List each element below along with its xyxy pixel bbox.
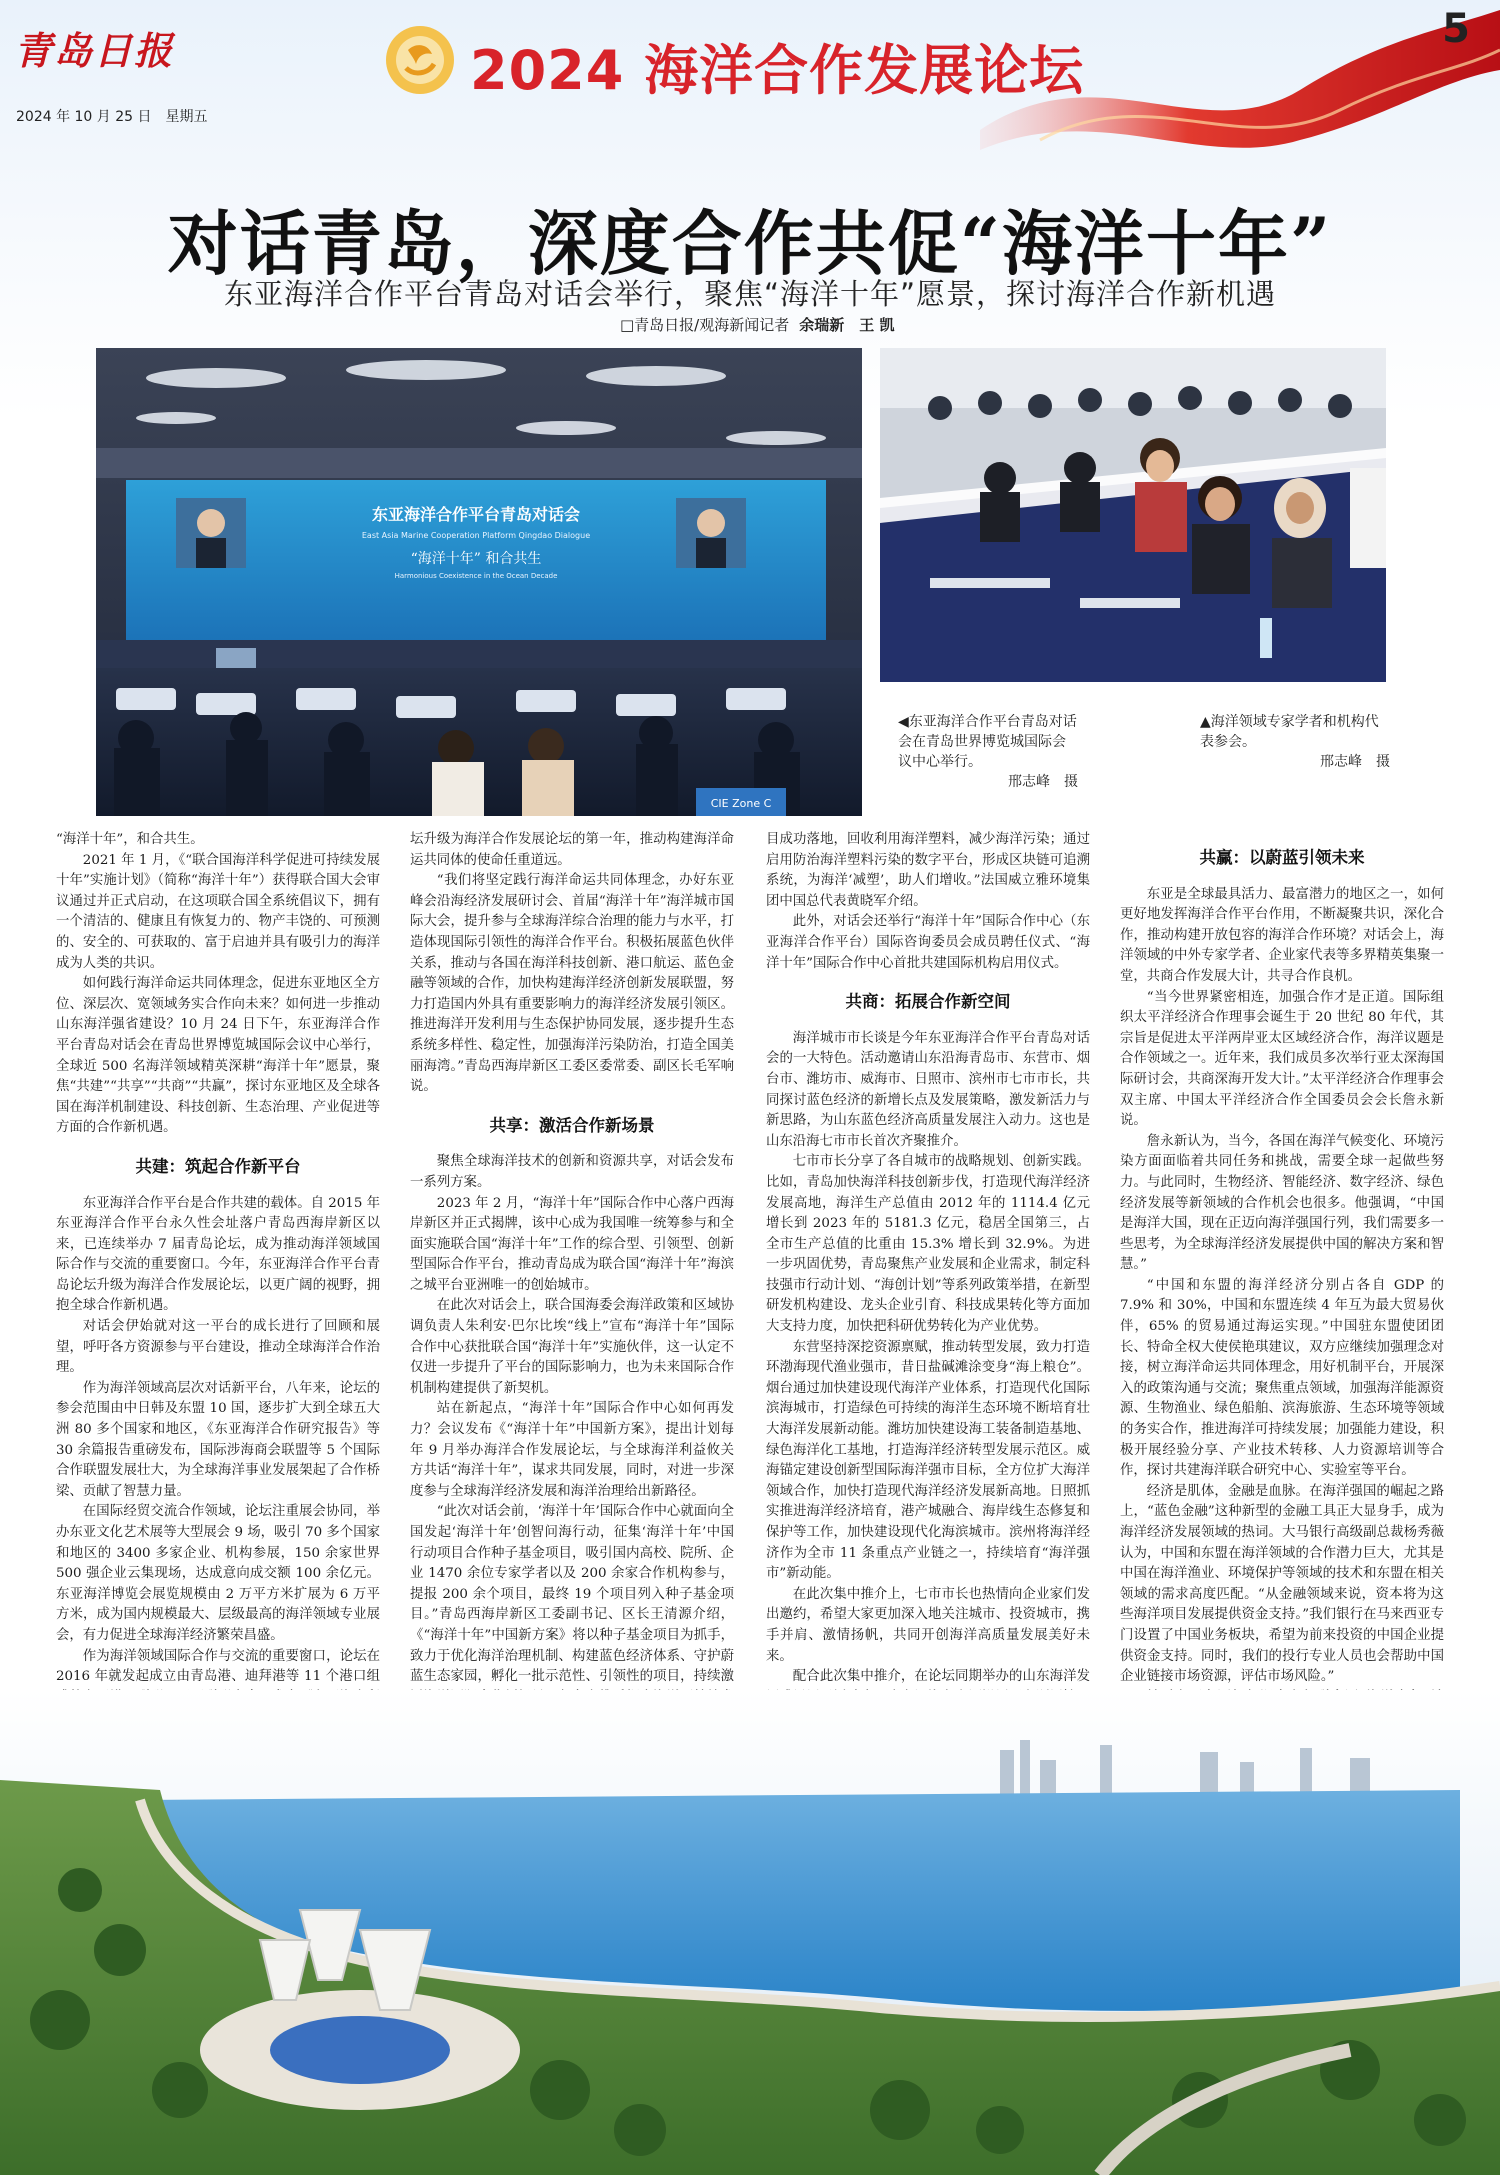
zone-sign: CIE Zone C xyxy=(710,797,772,810)
byline-authors: 余瑞新 王 凯 xyxy=(799,316,895,334)
article-paragraph: 作为海洋领域国际合作与交流的重要窗口，论坛在 2016 年就发起成立由青岛港、迪拜港等 11 个港口组 xyxy=(56,1648,380,1685)
forum-emblem-icon xyxy=(380,20,460,100)
article-paragraph: 经济是肌体，金融是血脉。在海洋强国的崛起之路上，“蓝色金融”这种新型的金融工具正大显身手，成为海洋经济发展领域的热词。大马银行高级副总裁杨秀薇认为，中国和东盟在海洋领域的合作潜力巨大，尤其是中国在海洋渔业、环境保护等领域的技术和东盟在相关领域的需求高度匹配。“从金融领域来说，资本将为这些海洋项目发展提供资金支持。”我们银行在马来西亚专门设置了中国业务板块，希望为前来投资的中国企业提供资金支持。同时，我们的投行专业人员也会帮助中国企业链接市场资源，评估市场风险。” xyxy=(1120,1483,1444,1685)
caption-right-text: ▲海洋领域专家学者和机构代表参会。 xyxy=(1200,714,1379,750)
screen-slogan: “海洋十年” 和合共生 xyxy=(410,551,542,567)
article-paragraph: 东营坚持深挖资源禀赋，推动转型发展，致力打造环渤海现代渔业强市，昔日盐碱滩涂变身“海上粮仓”。烟台通过加快建设现代海洋产业体系，打造现代化国际滨海城市，打造绿色可持续的海洋生态环境不断培育壮大海洋发展新动能。潍坊加快建设海工装备制造基地、绿色海洋化工基地，打造海洋经济转型发展示范区。威海锚定建设创新型国际海洋强市目标，全方位扩大海洋领域合作，加快打造现代海洋经济发展新高地。日照抓实推进海洋经济培育，港产城融合、海岸线生态修复和保护等工作，加快建设现代化海滨城市。滨州将海洋经济作为全市 11 条重点产业链之一，持续培育“海洋强市”新动能。 xyxy=(766,1339,1090,1582)
headline: 对话青岛，深度合作共促“海洋十年” xyxy=(167,202,1333,285)
issue-date: 2024 年 10 月 25 日 星期五 xyxy=(16,109,208,125)
article-paragraph: “此次对话会前，‘海洋十年’国际合作中心就面向全国发起‘海洋十年’创智问海行动，征集‘海洋十年’中国行动项目合作种子基金项目，吸引国内高校、院所、企业 1470 余位专家学者以及 200 余家合作机构参与，提报 200 余个项目，最终 19 个项目列入种子基金项目。”青岛西海岸新区工委副书记、区长王清源介绍，《“海洋十年”中国新方案》将以种子基金项目为抓手，致力于优化海洋治理机制、构建蓝色经济体系、守护蔚蓝生态家园，孵化一批示范性、引领性的项目，持续激 xyxy=(410,1504,734,1685)
photo-delegates xyxy=(880,348,1386,682)
article-paragraph: 在国际经贸交流合作领域，论坛注重展会协同，举办东亚文化艺术展等大型展会 9 场，吸引 70 多个国家和地区的 3400 多家企业、机构参展，150 余家世界 500 强企业云集现场，达成意向成交额 100 余亿元。东亚海洋博览会展览规模由 2 万平方米扩展为 6 万平方米，成为国内规模最大、层级最高的海洋领域专业展会，有力促进全球海洋经济繁荣昌盛。 xyxy=(56,1504,380,1643)
byline xyxy=(620,314,894,335)
article-paragraph: 在此次对话会上，联合国海委会海洋政策和区域协调负责人朱利安·巴尔比埃“线上”宣布“海洋十年”国际合作中心获批联合国“海洋十年”实施伙伴，这一认定不仅进一步提升了平台的国际影响力，也为未来国际合作机制构建提供了新契机。 xyxy=(410,1298,734,1396)
article-paragraph: “我们将坚定践行海洋命运共同体理念，办好东亚峰会沿海经济发展研讨会、首届“海洋十年”海洋城市国际大会，提升参与全球海洋综合治理的能力与水平，打造体现国际引领性的海洋合作平台。积极拓展蓝色伙伴关系，推动与各国在海洋科技创新、港口航运、蓝色金融等领域的合作，加快构建海洋经济创新发展联盟，努力打造国内外具有重要影响力的海洋经济发展引领区。推进海洋开发利用与生态保护协同发展，逐步提升生态系统多样性、稳定性，加强海洋污染防治，打造全国美丽海湾。”青岛西海岸新区工委区委常委、副区长毛军响说。 xyxy=(410,873,734,1095)
article-paragraph: 海洋城市市长谈是今年东亚海洋合作平台青岛对话会的一大特色。活动邀请山东沿海青岛市、东营市、烟台市、潍坊市、威海市、日照市、滨州市七市市长，共同探讨蓝色经济的新增长点及发展策略，激发新活力与新思路，为山东蓝色经济高质量发展注入动力。这也是山东沿海七市市长首次齐聚推介。 xyxy=(766,1030,1090,1149)
section-heading: 共享：激活合作新场景 xyxy=(489,1115,655,1135)
article-paragraph: 坛升级为海洋合作发展论坛的第一年，推动构建海洋命运共同体的使命任重道远。 xyxy=(410,832,734,868)
article-paragraph: 七市市长分享了各自城市的战略规划、创新实践。比如，青岛加快海洋科技创新步伐，打造现代海洋经济发展高地，海洋生产总值由 2012 年的 1114.4 亿元增长到 2023 年的 5181.3 亿元，稳居全国第三，占全市生产总值的比重由 15.3% 增长到 32.9%。为进一步巩固优势，青岛聚焦产业发展和企业需求，制定科技强市行动计划、“海创计划”等系列政策举措，在新型研发机构建设、龙头企业引育、科技成果转化等方面加大支持力度，加快把科研优势转化为产业优势。 xyxy=(766,1154,1090,1335)
photo-caption-left xyxy=(898,712,1078,792)
article-paragraph: 站在新起点，“海洋十年”国际合作中心如何再发力？会议发布《“海洋十年”中国新方案》，提出计划每年 9 月举办海洋合作发展论坛，与全球海洋利益攸关方共话“海洋十年”，谋求共同发展，同时，对进一步深度参与全球海洋经济发展和海洋治理给出新路径。 xyxy=(410,1401,734,1499)
article-paragraph: 2023 年 2 月，“海洋十年”国际合作中心落户西海岸新区并正式揭牌，该中心成为我国唯一统筹参与和全面实施联合国“海洋十年”工作的综合型、引领型、创新型国际合作平台，推动青岛成为联合国“海洋十年”海滨之城平台亚洲唯一的创始城市。 xyxy=(410,1195,734,1293)
byline-prefix: □青岛日报/观海新闻记者 xyxy=(620,316,790,334)
article-paragraph: “当今世界紧密相连，加强合作才是正道。国际组织太平洋经济合作理事会诞生于 20 世纪 80 年代，其宗旨是促进太平洋两岸亚太区域经济合作，海洋议题是合作领域之一。近年来，我们成员多次举行亚太深海国际研讨会，共商深海开发大计。”太平洋经济合作理事会双主席、中国太平洋经济合作全国委员会会长詹永新说。 xyxy=(1120,989,1444,1129)
article-paragraph: 目成功落地，回收利用海洋塑料，减少海洋污染；通过启用防治海洋塑料污染的数字平台，形成区块链可追溯系统，为海洋‘减塑’，助人们增收。”法国威立雅环境集团中国总代表黄晓军介绍。 xyxy=(766,832,1090,909)
screen-subtitle: East Asia Marine Cooperation Platform Qingdao Dialogue xyxy=(361,531,591,540)
article-paragraph: “海洋十年”，和合共生。 xyxy=(56,832,204,847)
subheadline: 东亚海洋合作平台青岛对话会举行，聚焦“海洋十年”愿景，探讨海洋合作新机遇 xyxy=(223,277,1277,311)
section-heading: 共商：拓展合作新空间 xyxy=(845,992,1011,1012)
article-paragraph: 2021 年 1 月，《“联合国海洋科学促进可持续发展十年”实施计划》（简称“海洋十年”）获得联合国大会审议通过并正式启动，在这项联合国全系统倡议下，拥有一个清洁的、健康且有恢复力的、物产丰饶的、可预测的、安全的、可获取的、富于启迪并具有吸引力的海洋成为人类的共识。 xyxy=(56,852,380,971)
article-paragraph: 在此次集中推介上，七市市长也热情向企业家们发出邀约，希望大家更加深入地关注城市、投资城市，携手并肩、激情扬帆，共同开创海洋高质量发展美好未来。 xyxy=(766,1586,1090,1664)
caption-left-text: ◀东亚海洋合作平台青岛对话会在青岛世界博览城国际会议中心举行。 xyxy=(898,714,1077,770)
caption-left-credit: 邢志峰 摄 xyxy=(1008,774,1078,790)
section-heading: 共赢：以蔚蓝引领未来 xyxy=(1199,848,1365,867)
article-paragraph: 如何践行海洋命运共同体理念，促进东亚地区全方位、深层次、宽领域务实合作向未来？如何进一步推动山东海洋强省建设？10 月 24 日下午，东亚海洋合作平台青岛对话会在青岛世界博览城国际会议中心举行，全球近 500 名海洋领域精英深耕“海洋十年”愿景，聚焦“共建”“共享”“共商”“共赢”，探讨东亚地区及全球各国在海洋机制建设、科技创新、生态治理、产业促进等方面的合作新机遇。 xyxy=(56,976,380,1136)
caption-right-credit: 邢志峰 摄 xyxy=(1320,754,1390,770)
masthead-logo: 青岛日报 xyxy=(14,28,175,73)
article-paragraph: 东亚海洋合作平台是合作共建的载体。自 2015 年东亚海洋合作平台永久性会址落户青岛西海岸新区以来，已连续举办 7 届青岛论坛，成为推动海洋领域国际合作与交流的重要窗口。今年，东亚海洋合作平台青岛论坛升级为海洋合作发展论坛，以更广阔的视野，拥抱全球合作新机遇。 xyxy=(56,1195,380,1314)
page-number: 5 xyxy=(1442,6,1470,52)
screen-title: 东亚海洋合作平台青岛对话会 xyxy=(371,505,581,524)
article-paragraph: 配合此次集中推介，在论坛同期举办的山东海洋发 xyxy=(792,1669,1090,1685)
section-heading: 共建：筑起合作新平台 xyxy=(135,1156,301,1176)
forum-title: 2024 海洋合作发展论坛 xyxy=(470,39,1085,102)
article-paragraph: 对话会伊始就对这一平台的成长进行了回顾和展望，呼吁各方资源参与平台建设，推动全球海洋合作治理。 xyxy=(56,1319,380,1376)
article-paragraph: 作为海洋领域高层次对话新平台，八年来，论坛的参会范围由中日韩及东盟 10 国，逐步扩大到全球五大洲 80 多个国家和地区，《东亚海洋合作研究报告》等 30 余篇报告重磅发布，国际涉海商会联盟等 5 个国际合作联盟发展壮大，为全球海洋事业发展架起了合作桥梁、贡献了智慧力量。 xyxy=(56,1380,380,1499)
article-paragraph: 东亚是全球最具活力、最富潜力的地区之一，如何更好地发挥海洋合作平台作用，不断凝聚共识，深化合作，推动构建开放包容的海洋合作环境？对话会上，海洋领域的中外专家学者、企业家代表等多界精英集聚一堂，共商合作发展大计，共寻合作良机。 xyxy=(1120,886,1444,984)
photo-conference-hall xyxy=(96,348,862,816)
article-paragraph: 聚焦全球海洋技术的创新和资源共享，对话会发布一系列方案。 xyxy=(410,1154,734,1190)
photo-caption-right xyxy=(1200,712,1390,772)
article-paragraph: 詹永新认为，当今，各国在海洋气候变化、环境污染方面面临着共同任务和挑战，需要全球一起做些努力。与此同时，生物经济、智能经济、数字经济、绿色经济发展等新领域的合作机会也很多。他强调，“中国是海洋大国，现在正迈向海洋强国行列，我们需要多一些思考，为全球海洋经济发展提供中国的解决方案和智慧。” xyxy=(1120,1133,1444,1273)
screen-tagline: Harmonious Coexistence in the Ocean Decade xyxy=(394,572,558,580)
photo-coastal-panorama xyxy=(0,1690,1500,2175)
article-paragraph: 此外，对话会还举行“海洋十年”国际合作中心（东亚海洋合作平台）国际咨询委员会成员聘任仪式、“海洋十年”国际合作中心首批共建国际机构启用仪式。 xyxy=(766,914,1090,971)
article-paragraph: “中国和东盟的海洋经济分别占各自 GDP 的 7.9% 和 30%，中国和东盟连续 4 年互为最大贸易伙伴，65% 的贸易通过海运实现。”中国驻东盟使团团长、特命全权大使侯艳琪建议，双方应继续加强理念对接，树立海洋命运共同体理念，用好机制平台，开展深入的政策沟通与交流；聚焦重点领域，加强海洋能源资源、生物渔业、绿色船舶、滨海旅游、生态环境等领域的务实合作，推进海洋可持续发展；加强能力建设，积极开展经验分享、产业技术转移、人力资源培训等合作，探讨共建海洋联合研究中心、实验室等平台。 xyxy=(1120,1277,1444,1479)
